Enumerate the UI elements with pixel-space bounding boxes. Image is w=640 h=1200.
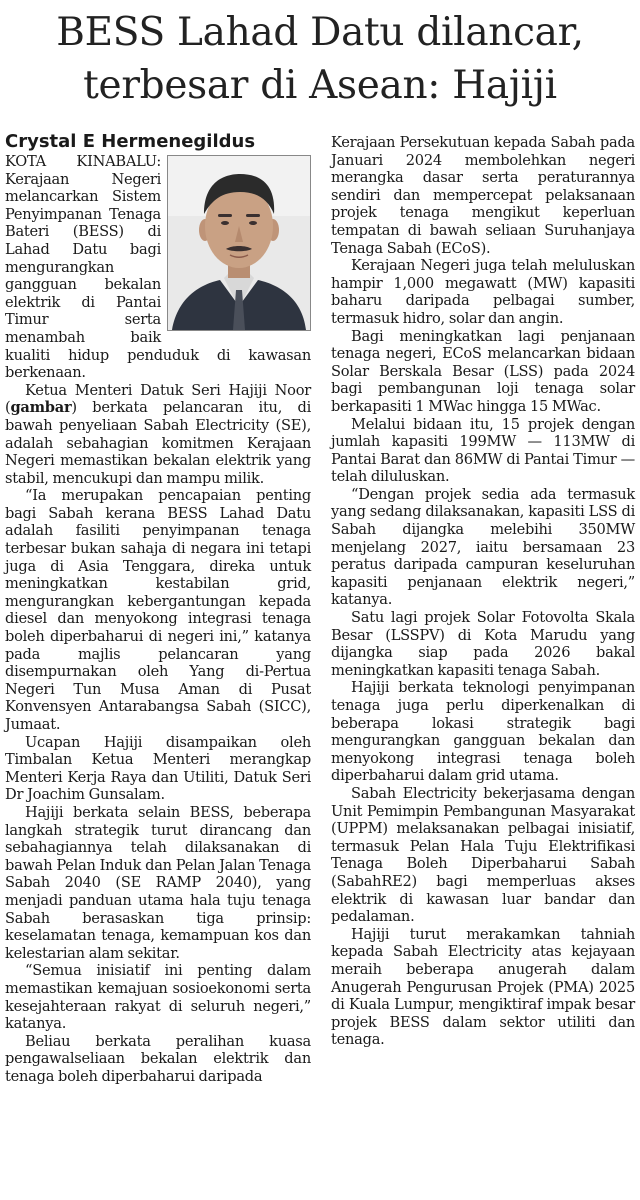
paragraph: Hajiji berkata selain BESS, beberapa langkah strategik turut dirancang dan sebahagiannya telah dilaksanakan di bawah Pelan Induk dan Pelan Jalan Tenaga Sabah 2040 (SE RAMP 2040), yang menjadi panduan utama hala tuju tenaga Sabah berasaskan tiga prinsip: keselamatan tenaga, kemampuan kos dan kelestarian alam sekitar.: [5, 803, 311, 962]
paragraph: Beliau berkata peralihan kuasa pengawalseliaan bekalan elektrik dan tenaga boleh diperbaharui daripada: [5, 1032, 311, 1085]
paragraph-text: Ketua Menteri Datuk Seri Hajiji Noor (: [5, 381, 311, 417]
paragraph: “Ia merupakan pencapaian penting bagi Sabah kerana BESS Lahad Datu adalah fasiliti penyimpanan tenaga terbesar bukan sahaja di negara ini tetapi juga di Asia Tenggara, direka untuk meningkatkan kestabilan grid, mengurangkan kebergantungan kepada diesel dan menyokong integrasi tenaga boleh diperbaharui di negeri ini,” katanya pada majlis pelancaran yang disempurnakan oleh Yang di-Pertua Negeri Tun Musa Aman di Pusat Konvensyen Antarabangsa Sabah (SICC), Jumaat.: [5, 487, 311, 733]
headline-line-1: BESS Lahad Datu dilancar,: [56, 10, 584, 55]
paragraph: Satu lagi projek Solar Fotovolta Skala Besar (LSSPV) di Kota Marudu yang dijangka siap pada 2026 bakal meningkatkan kapasiti tenaga Sabah.: [331, 609, 635, 679]
paragraph: Ucapan Hajiji disampaikan oleh Timbalan Ketua Menteri merangkap Menteri Kerja Raya dan Utiliti, Datuk Seri Dr Joachim Gunsalam.: [5, 733, 311, 804]
headline-line-2: terbesar di Asean: Hajiji: [83, 63, 557, 108]
photo-reference: gambar: [10, 399, 72, 417]
right-column: [331, 134, 635, 1200]
paragraph: KOTA KINABALU: Kerajaan Negeri melancarkan Sistem Penyimpanan Tenaga Bateri (BESS) di Lahad Datu bagi mengurangkan gangguan bekalan elektrik di Pantai Timur serta menambah baik kualiti hidup penduduk di kawasan berkenaan.: [5, 153, 311, 382]
left-column: [5, 131, 311, 1200]
portrait-icon: [168, 156, 310, 330]
portrait-photo: [167, 155, 311, 331]
paragraph: “Semua inisiatif ini penting dalam memastikan kemajuan sosioekonomi serta kesejahteraan rakyat di seluruh negeri,” katanya.: [5, 962, 311, 1033]
headline: [0, 6, 640, 112]
paragraph: Melalui bidaan itu, 15 projek dengan jumlah kapasiti 199MW — 113MW di Pantai Barat dan 86MW di Pantai Timur — telah diluluskan.: [331, 415, 635, 486]
paragraph: Hajiji turut merakamkan tahniah kepada Sabah Electricity atas kejayaan meraih beberapa anugerah dalam Anugerah Pengurusan Projek (PMA) 2025 di Kuala Lumpur, mengiktiraf impak besar projek BESS dalam sektor utiliti dan tenaga.: [331, 925, 635, 1049]
byline: Crystal E Hermenegildus: [5, 131, 256, 152]
paragraph: Kerajaan Persekutuan kepada Sabah pada Januari 2024 membolehkan negeri merangka dasar serta peraturannya sendiri dan mempercepat pelaksanaan projek tenaga mengikut keperluan tempatan di bawah seliaan Suruhanjaya Tenaga Sabah (ECoS).: [331, 134, 635, 257]
paragraph: “Dengan projek sedia ada termasuk yang sedang dilaksanakan, kapasiti LSS di Sabah dijangka melebihi 350MW menjelang 2027, iaitu bersamaan 23 peratus daripada campuran keseluruhan kapasiti penjanaan elektrik negeri,” katanya.: [331, 485, 635, 609]
paragraph: Bagi meningkatkan lagi penjanaan tenaga negeri, ECoS melancarkan bidaan Solar Berskala Besar (LSS) pada 2024 bagi pembangunan loji tenaga solar berkapasiti 1 MWac hingga 15 MWac.: [331, 327, 635, 415]
paragraph-text: ) berkata pelancaran itu, di bawah penyeliaan Sabah Electricity (SE), adalah sebahagian komitmen Kerajaan Negeri memastikan bekalan elektrik yang stabil, mencukupi dan mampu milik.: [5, 399, 311, 487]
paragraph: [5, 382, 311, 488]
paragraph: Sabah Electricity bekerjasama dengan Unit Pemimpin Pembangunan Masyarakat (UPPM) melaksanakan pelbagai inisiatif, termasuk Pelan Hala Tuju Elektrifikasi Tenaga Boleh Diperbaharui Sabah (SabahRE2) bagi memperluas akses elektrik di kawasan luar bandar dan pedalaman.: [331, 784, 635, 926]
paragraph: Hajiji berkata teknologi penyimpanan tenaga juga perlu diperkenalkan di beberapa lokasi strategik bagi mengurangkan gangguan bekalan dan menyokong integrasi tenaga boleh diperbaharui dalam grid utama.: [331, 679, 635, 785]
paragraph: Kerajaan Negeri juga telah meluluskan hampir 1,000 megawatt (MW) kapasiti baharu daripada pelbagai sumber, termasuk hidro, solar dan angin.: [331, 257, 635, 327]
